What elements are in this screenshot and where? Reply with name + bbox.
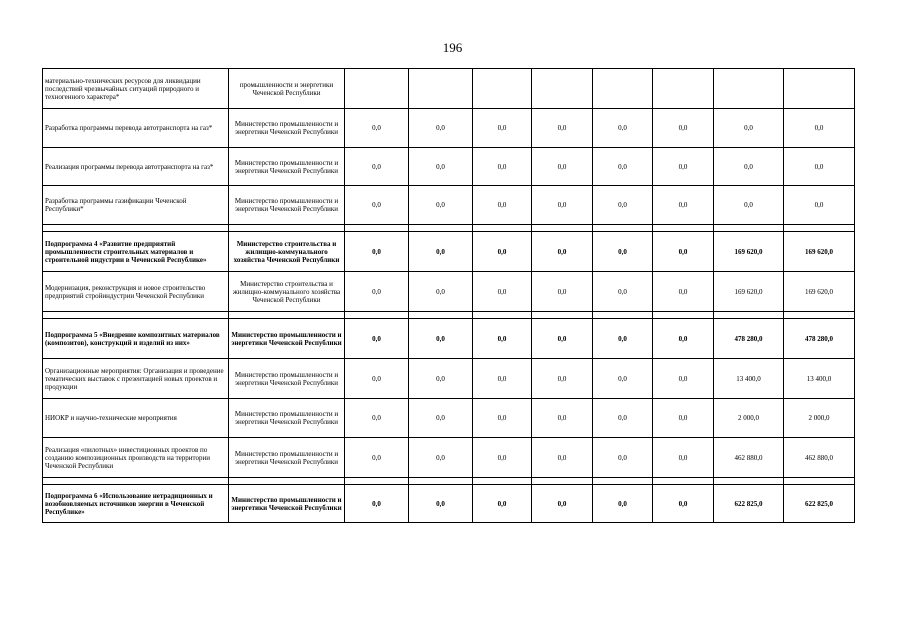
activity-name-cell: Подпрограмма 6 «Использование нетрадиционных и возобновляемых источников энергии в Чеченской Республике» xyxy=(43,485,229,523)
executor-cell: Министерство промышленности и энергетики Чеченской Республики xyxy=(229,319,345,359)
value-cell: 0,0 xyxy=(345,438,409,478)
value-cell: 169 620,0 xyxy=(784,232,855,272)
value-cell: 0,0 xyxy=(345,232,409,272)
table-body xyxy=(43,69,855,523)
value-cell xyxy=(784,69,855,109)
spacer-cell xyxy=(409,225,473,232)
value-cell: 0,0 xyxy=(593,319,653,359)
spacer-cell xyxy=(714,312,784,319)
value-cell: 478 280,0 xyxy=(714,319,784,359)
value-cell: 0,0 xyxy=(653,399,714,438)
value-cell: 462 880,0 xyxy=(784,438,855,478)
activity-name-cell: Модернизация, реконструкция и новое строительство предприятий стройиндустрии Чеченской Республики xyxy=(43,272,229,312)
value-cell: 622 825,0 xyxy=(714,485,784,523)
value-cell: 0,0 xyxy=(473,186,532,225)
value-cell: 0,0 xyxy=(409,485,473,523)
value-cell: 0,0 xyxy=(473,272,532,312)
value-cell: 0,0 xyxy=(593,186,653,225)
activity-name-cell: Реализация программы перевода автотранспорта на газ* xyxy=(43,148,229,186)
spacer-cell xyxy=(593,478,653,485)
value-cell: 0,0 xyxy=(593,148,653,186)
activity-name-cell: материально-технических ресурсов для ликвидации последствий чрезвычайных ситуаций природного и техногенного характера* xyxy=(43,69,229,109)
value-cell: 169 620,0 xyxy=(784,272,855,312)
value-cell: 0,0 xyxy=(409,272,473,312)
table-row xyxy=(43,109,855,148)
value-cell: 0,0 xyxy=(532,438,593,478)
spacer-row xyxy=(43,312,855,319)
value-cell: 0,0 xyxy=(532,232,593,272)
spacer-cell xyxy=(229,225,345,232)
executor-cell: Министерство промышленности и энергетики Чеченской Республики xyxy=(229,186,345,225)
value-cell: 0,0 xyxy=(473,438,532,478)
value-cell: 0,0 xyxy=(345,319,409,359)
value-cell: 0,0 xyxy=(532,272,593,312)
value-cell: 0,0 xyxy=(345,359,409,399)
spacer-cell xyxy=(714,478,784,485)
table-row xyxy=(43,399,855,438)
value-cell: 0,0 xyxy=(409,148,473,186)
value-cell: 0,0 xyxy=(345,148,409,186)
spacer-cell xyxy=(653,312,714,319)
value-cell: 0,0 xyxy=(593,232,653,272)
spacer-cell xyxy=(43,312,229,319)
value-cell: 478 280,0 xyxy=(784,319,855,359)
spacer-cell xyxy=(473,312,532,319)
value-cell: 0,0 xyxy=(473,399,532,438)
spacer-cell xyxy=(532,225,593,232)
value-cell: 0,0 xyxy=(345,399,409,438)
value-cell: 0,0 xyxy=(345,109,409,148)
value-cell: 169 620,0 xyxy=(714,272,784,312)
value-cell: 2 000,0 xyxy=(714,399,784,438)
value-cell: 0,0 xyxy=(653,485,714,523)
spacer-cell xyxy=(409,478,473,485)
value-cell: 0,0 xyxy=(784,148,855,186)
table-row xyxy=(43,359,855,399)
table-row xyxy=(43,148,855,186)
value-cell: 0,0 xyxy=(784,109,855,148)
value-cell: 0,0 xyxy=(473,232,532,272)
spacer-cell xyxy=(43,478,229,485)
value-cell: 0,0 xyxy=(473,148,532,186)
spacer-cell xyxy=(43,225,229,232)
value-cell xyxy=(593,69,653,109)
value-cell: 0,0 xyxy=(345,186,409,225)
subprogram-row xyxy=(43,485,855,523)
executor-cell: Министерство промышленности и энергетики Чеченской Республики xyxy=(229,359,345,399)
value-cell: 0,0 xyxy=(532,359,593,399)
value-cell: 0,0 xyxy=(653,148,714,186)
spacer-cell xyxy=(473,478,532,485)
value-cell: 0,0 xyxy=(653,186,714,225)
spacer-cell xyxy=(653,478,714,485)
value-cell: 0,0 xyxy=(593,272,653,312)
page-number: 196 xyxy=(442,40,463,55)
table-row xyxy=(43,69,855,109)
table-row xyxy=(43,438,855,478)
spacer-cell xyxy=(714,225,784,232)
value-cell: 0,0 xyxy=(653,359,714,399)
executor-cell: промышленности и энергетики Чеченской Республики xyxy=(229,69,345,109)
value-cell xyxy=(714,69,784,109)
value-cell: 0,0 xyxy=(409,438,473,478)
value-cell: 0,0 xyxy=(409,359,473,399)
value-cell: 622 825,0 xyxy=(784,485,855,523)
value-cell: 0,0 xyxy=(473,359,532,399)
spacer-cell xyxy=(593,312,653,319)
value-cell: 0,0 xyxy=(593,438,653,478)
spacer-cell xyxy=(784,312,855,319)
spacer-cell xyxy=(784,225,855,232)
table-row xyxy=(43,272,855,312)
activity-name-cell: Разработка программы газификации Чеченской Республики* xyxy=(43,186,229,225)
spacer-cell xyxy=(345,225,409,232)
value-cell: 0,0 xyxy=(593,109,653,148)
spacer-cell xyxy=(593,225,653,232)
activity-name-cell: Подпрограмма 5 «Внедрение композитных материалов (композитов), конструкций и изделий из них» xyxy=(43,319,229,359)
value-cell: 0,0 xyxy=(714,109,784,148)
spacer-cell xyxy=(229,312,345,319)
value-cell: 0,0 xyxy=(473,109,532,148)
spacer-cell xyxy=(473,225,532,232)
spacer-cell xyxy=(409,312,473,319)
value-cell: 2 000,0 xyxy=(784,399,855,438)
value-cell: 169 620,0 xyxy=(714,232,784,272)
subprogram-row xyxy=(43,232,855,272)
value-cell: 0,0 xyxy=(653,109,714,148)
value-cell: 0,0 xyxy=(473,485,532,523)
value-cell: 0,0 xyxy=(345,272,409,312)
value-cell: 0,0 xyxy=(653,319,714,359)
executor-cell: Министерство промышленности и энергетики Чеченской Республики xyxy=(229,148,345,186)
executor-cell: Министерство промышленности и энергетики Чеченской Республики xyxy=(229,438,345,478)
spacer-cell xyxy=(532,312,593,319)
activity-name-cell: Разработка программы перевода автотранспорта на газ* xyxy=(43,109,229,148)
table-row xyxy=(43,186,855,225)
activity-name-cell: НИОКР и научно-технические мероприятия xyxy=(43,399,229,438)
executor-cell: Министерство промышленности и энергетики Чеченской Республики xyxy=(229,109,345,148)
value-cell: 0,0 xyxy=(593,359,653,399)
spacer-cell xyxy=(345,478,409,485)
value-cell: 0,0 xyxy=(345,485,409,523)
value-cell: 0,0 xyxy=(532,319,593,359)
value-cell: 0,0 xyxy=(473,319,532,359)
activity-name-cell: Организационные мероприятия: Организация и проведение тематических выставок с презентацией новых проектов и продукции xyxy=(43,359,229,399)
spacer-row xyxy=(43,478,855,485)
spacer-row xyxy=(43,225,855,232)
spacer-cell xyxy=(345,312,409,319)
value-cell: 0,0 xyxy=(532,148,593,186)
value-cell: 0,0 xyxy=(409,319,473,359)
value-cell: 462 880,0 xyxy=(714,438,784,478)
value-cell: 0,0 xyxy=(409,399,473,438)
executor-cell: Министерство промышленности и энергетики Чеченской Республики xyxy=(229,485,345,523)
value-cell: 13 400,0 xyxy=(714,359,784,399)
value-cell xyxy=(409,69,473,109)
value-cell xyxy=(473,69,532,109)
value-cell: 0,0 xyxy=(593,399,653,438)
value-cell: 0,0 xyxy=(653,438,714,478)
activity-name-cell: Реализация «пилотных» инвестиционных проектов по созданию композиционных производств на территории Чеченской Республики xyxy=(43,438,229,478)
spacer-cell xyxy=(784,478,855,485)
subprogram-row xyxy=(43,319,855,359)
value-cell: 0,0 xyxy=(653,232,714,272)
value-cell: 0,0 xyxy=(532,485,593,523)
value-cell: 0,0 xyxy=(532,186,593,225)
value-cell: 0,0 xyxy=(532,109,593,148)
spacer-cell xyxy=(653,225,714,232)
value-cell xyxy=(345,69,409,109)
value-cell: 0,0 xyxy=(784,186,855,225)
value-cell xyxy=(532,69,593,109)
value-cell xyxy=(653,69,714,109)
budget-table xyxy=(42,68,855,523)
value-cell: 0,0 xyxy=(409,186,473,225)
value-cell: 0,0 xyxy=(532,399,593,438)
value-cell: 0,0 xyxy=(714,148,784,186)
executor-cell: Министерство строительства и жилищно-коммунального хозяйства Чеченской Республики xyxy=(229,272,345,312)
value-cell: 0,0 xyxy=(409,109,473,148)
value-cell: 0,0 xyxy=(714,186,784,225)
value-cell: 13 400,0 xyxy=(784,359,855,399)
spacer-cell xyxy=(229,478,345,485)
activity-name-cell: Подпрограмма 4 «Развитие предприятий промышленности строительных материалов и строительной индустрии в Чеченской Республике» xyxy=(43,232,229,272)
executor-cell: Министерство строительства и жилищно-коммунального хозяйства Чеченской Республики xyxy=(229,232,345,272)
value-cell: 0,0 xyxy=(593,485,653,523)
spacer-cell xyxy=(532,478,593,485)
value-cell: 0,0 xyxy=(409,232,473,272)
value-cell: 0,0 xyxy=(653,272,714,312)
executor-cell: Министерство промышленности и энергетики Чеченской Республики xyxy=(229,399,345,438)
